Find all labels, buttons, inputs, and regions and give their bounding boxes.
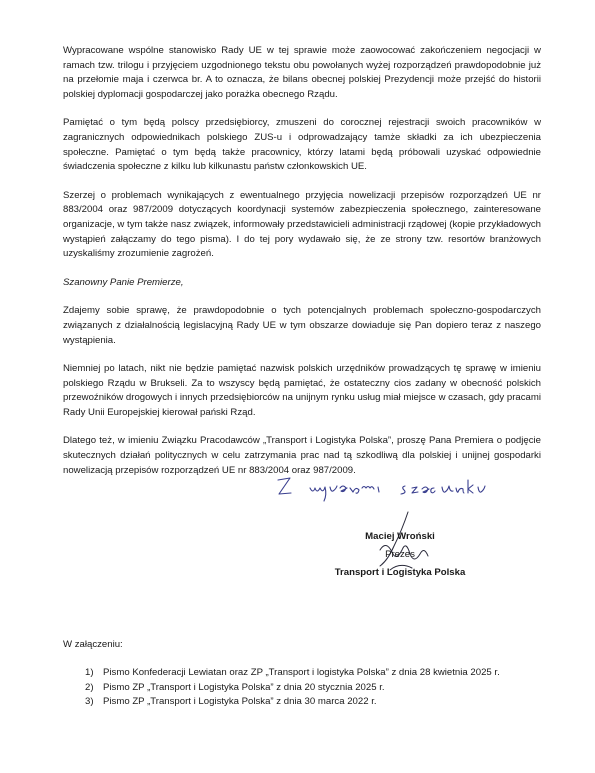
attachment-text: Pismo Konfederacji Lewiatan oraz ZP „Transport i logistyka Polska” z dnia 28 kwietnia 2025 r. [103, 667, 500, 678]
attachment-number: 3) [85, 696, 94, 708]
paragraph-1: Wypracowane wspólne stanowisko Rady UE w tej sprawie może zaowocować zakończeniem negocjacji w ramach tzw. trilogu i przyjęciem uzgodnionego tekstu obu powołanych wyżej rozporządzeń prawdopodobnie już na przełomie maja i czerwca br. A to oznacza, że bilans obecnej polskiej Prezydencji może przejść do historii polskiej dyplomacji gospodarczej jako porażka obecnego Rządu. [63, 45, 541, 100]
signature-block [300, 528, 500, 582]
paragraph-5: Niemniej po latach, nikt nie będzie pamiętać nazwisk polskich urzędników prowadzących tę sprawę w imieniu polskiego Rządu w Brukseli. Za to wszyscy będą pamiętać, że ostateczny cios zadany w obecność polskich przewoźników drogowych i innych przedsiębiorców na unijnym rynku usług miał miejsce w czasach, gdy pracami Rady Unii Europejskiej kierował pański Rząd. [63, 363, 541, 418]
attachments-heading: W załączeniu: [63, 639, 123, 650]
attachment-number: 1) [85, 667, 94, 678]
paragraph-4: Zdajemy sobie sprawę, że prawdopodobnie o tych potencjalnych problemach społeczno-gospodarczych związanych z działalnością legislacyjną Rady UE w tym obszarze dowiaduje się Pan dopiero teraz z naszego wystąpienia. [63, 305, 541, 346]
signatory-name: Maciej Wroński [365, 531, 435, 542]
letter-body [63, 44, 541, 492]
handwritten-closing-scrawl [270, 470, 510, 510]
attachment-text: Pismo ZP „Transport i Logistyka Polska” z dnia 30 marca 2022 r. [103, 696, 377, 708]
attachment-number: 2) [85, 681, 94, 693]
attachment-item [85, 681, 541, 696]
attachment-item [85, 666, 541, 681]
paragraph-6: Dlatego też, w imieniu Związku Pracodawców „Transport i Logistyka Polska”, proszę Pana Premiera o podjęcie skutecznych działań politycznych w celu zatrzymania prac nad tą szkodliwą dla polskiej i unijnej gospodarki nowelizacją przepisów rozporządzeń UE nr 883/2004 oraz 987/2009. [63, 435, 541, 476]
paragraph-3: Szerzej o problemach wynikających z ewentualnego przyjęcia nowelizacji przepisów rozporządzeń UE nr 883/2004 oraz 987/2009 dotyczących koordynacji systemów zabezpieczenia społecznego, zainteresowane organizacje, w tym także nasz związek, informowały przedstawicieli administracji rządowej (kopie przykładowych wystąpień załączamy do tego pisma). I do tej pory wydawało się, że ze strony tzw. resortów branżowych uzyskaliśmy zrozumienie zagrożeń. [63, 189, 541, 260]
paragraph-2: Pamiętać o tym będą polscy przedsiębiorcy, zmuszeni do corocznej rejestracji swoich pracowników w zagranicznych odpowiednikach polskiego ZUS-u i odprowadzający tamże składki za ich ubezpieczenia społeczne. Pamiętać o tym będą także pracownicy, którzy latami będą próbowali uzyskać odpowiednie świadczenia społeczne z kilku lub kilkunastu państw członkowskich UE. [63, 117, 541, 173]
salutation: Szanowny Panie Premierze, [63, 276, 184, 288]
signatory-title: Prezes [385, 549, 415, 560]
attachments-section [63, 638, 541, 710]
attachment-item [85, 695, 541, 710]
attachments-list [63, 666, 541, 710]
signatory-organization: Transport i Logistyka Polska [334, 567, 466, 578]
attachment-text: Pismo ZP „Transport i Logistyka Polska” z dnia 20 stycznia 2025 r. [103, 681, 385, 693]
handwritten-closing [270, 470, 510, 510]
